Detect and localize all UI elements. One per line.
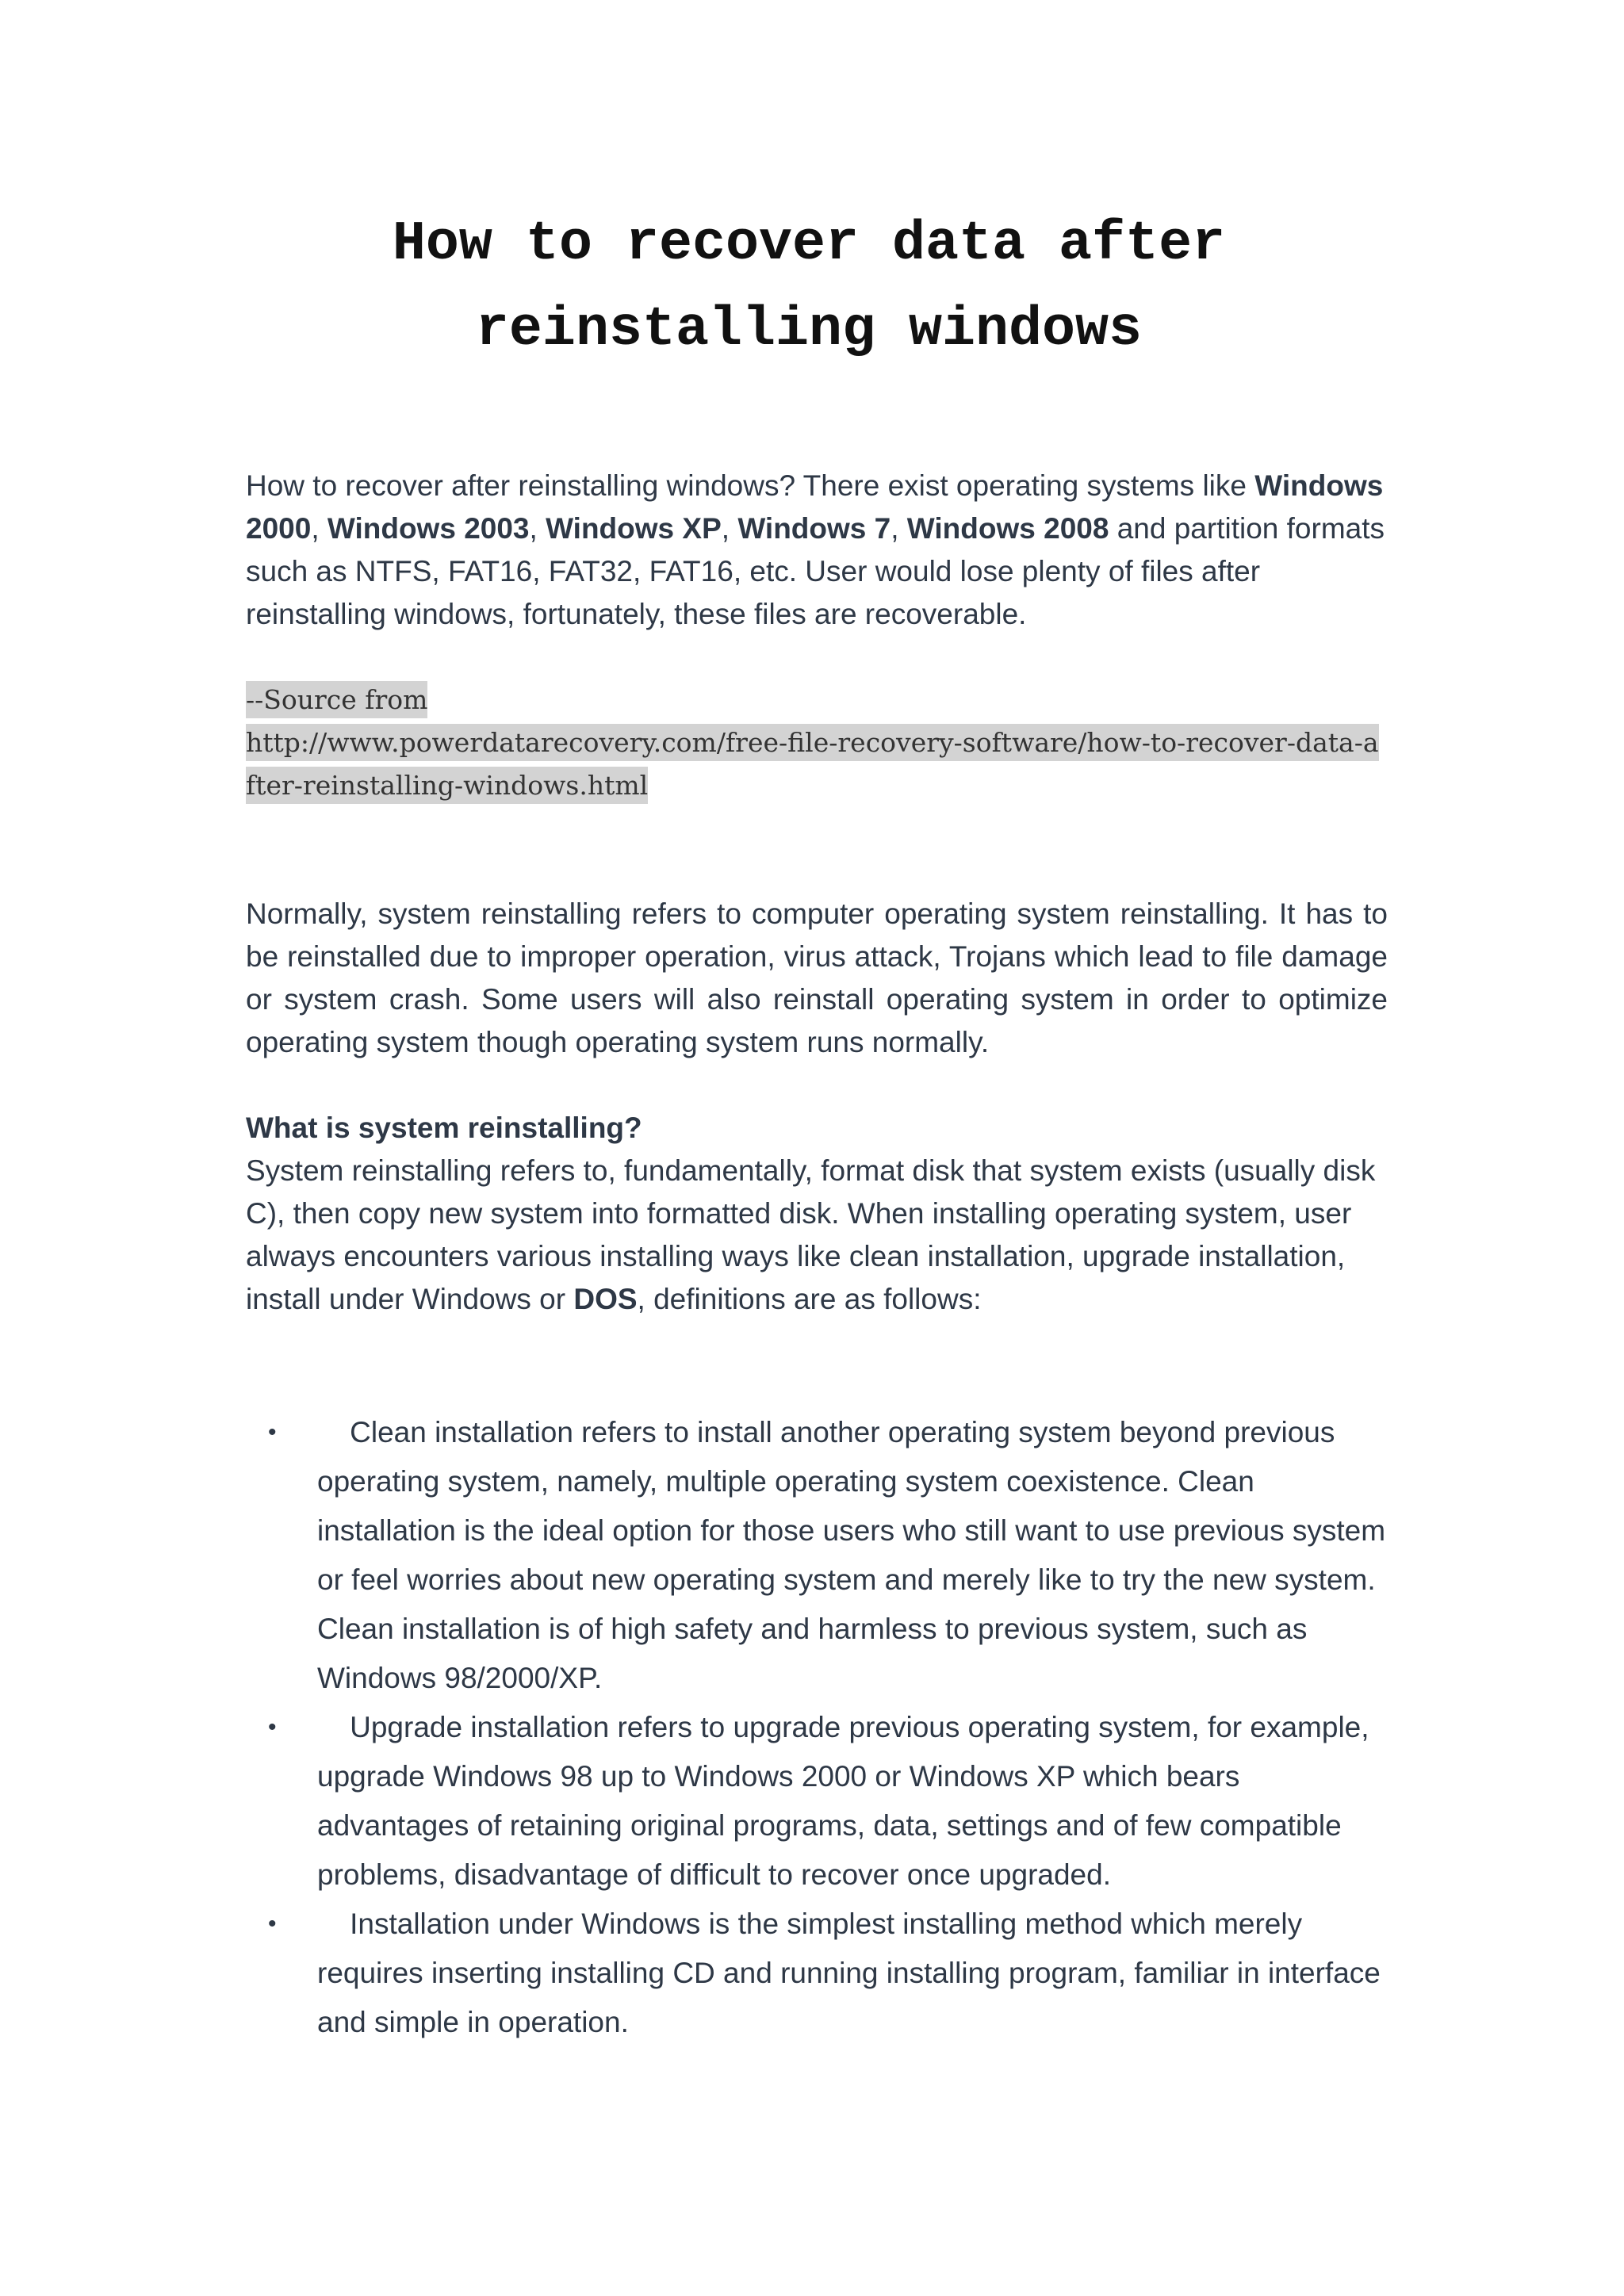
bullet-icon: • bbox=[268, 1419, 277, 1445]
intro-text-end: and partition formats such as NTFS, FAT16, FAT32, FAT16, etc. User would lose plenty of files after reinstalling windows, fortunately, these files are recoverable. bbox=[246, 512, 1385, 630]
spacer bbox=[246, 807, 1388, 893]
document-content bbox=[246, 202, 1388, 2047]
intro-paragraph bbox=[246, 465, 1388, 636]
bullet-icon: • bbox=[268, 1714, 277, 1740]
intro-sep: , bbox=[311, 512, 327, 545]
source-label: --Source from bbox=[246, 681, 427, 718]
intro-windows-2003: Windows 2003 bbox=[327, 512, 530, 545]
bullet-icon: • bbox=[268, 1911, 277, 1937]
intro-windows-xp: Windows XP bbox=[546, 512, 722, 545]
intro-sep: , bbox=[721, 512, 738, 545]
source-block bbox=[246, 679, 1388, 807]
source-url[interactable]: http://www.powerdatarecovery.com/free-file-recovery-software/how-to-recover-data-after-reinstalling-windows.html bbox=[246, 724, 1379, 804]
list-item bbox=[246, 1703, 1388, 1900]
spacer bbox=[246, 1321, 1388, 1408]
section-dos: DOS bbox=[573, 1283, 638, 1315]
intro-windows-7: Windows 7 bbox=[737, 512, 891, 545]
intro-windows-2000: Windows 2000 bbox=[246, 469, 1384, 545]
list-item bbox=[246, 1408, 1388, 1703]
document-title: How to recover data after reinstalling windows bbox=[392, 213, 1226, 362]
section-paragraph bbox=[246, 1150, 1388, 1321]
list-item-text: Clean installation refers to install another operating system beyond previous operating system, namely, multiple operating system coexistence. Clean installation is the ideal option for those users who still want to use previous system or feel worries about new operating system and merely like to try the new system. Clean installation is of high safety and harmless to previous system, such as Windows 98/2000/XP. bbox=[317, 1416, 1386, 1694]
installation-list bbox=[246, 1408, 1388, 2047]
list-item-text: Upgrade installation refers to upgrade previous operating system, for example, upgrade Windows 98 up to Windows 2000 or Windows XP which bears advantages of retaining original programs, data, settings and of few compatible problems, disadvantage of difficult to recover once upgraded. bbox=[317, 1711, 1369, 1891]
list-item-text: Installation under Windows is the simplest installing method which merely requires inserting installing CD and running installing program, familiar in interface and simple in operation. bbox=[317, 1908, 1381, 2038]
intro-windows-2008: Windows 2008 bbox=[906, 512, 1109, 545]
section-text: System reinstalling refers to, fundamentally, format disk that system exists (usually disk C), then copy new system into formatted disk. When installing operating system, user always encounters various installing ways like clean installation, upgrade installation, install under Windows or bbox=[246, 1154, 1376, 1315]
intro-sep: , bbox=[891, 512, 907, 545]
section-heading: What is system reinstalling? bbox=[246, 1112, 642, 1144]
paragraph-reinstalling: Normally, system reinstalling refers to computer operating system reinstalling. It has to be reinstalled due to improper operation, virus attack, Trojans which lead to file damage or system crash. Some users will also reinstall operating system in order to optimize operating system though operating system runs normally. bbox=[246, 897, 1388, 1058]
spacer bbox=[246, 1064, 1388, 1107]
intro-text: How to recover after reinstalling windows? There exist operating systems like bbox=[246, 469, 1255, 502]
section-text-end: , definitions are as follows: bbox=[637, 1283, 982, 1315]
intro-sep: , bbox=[529, 512, 546, 545]
list-item bbox=[246, 1900, 1388, 2047]
